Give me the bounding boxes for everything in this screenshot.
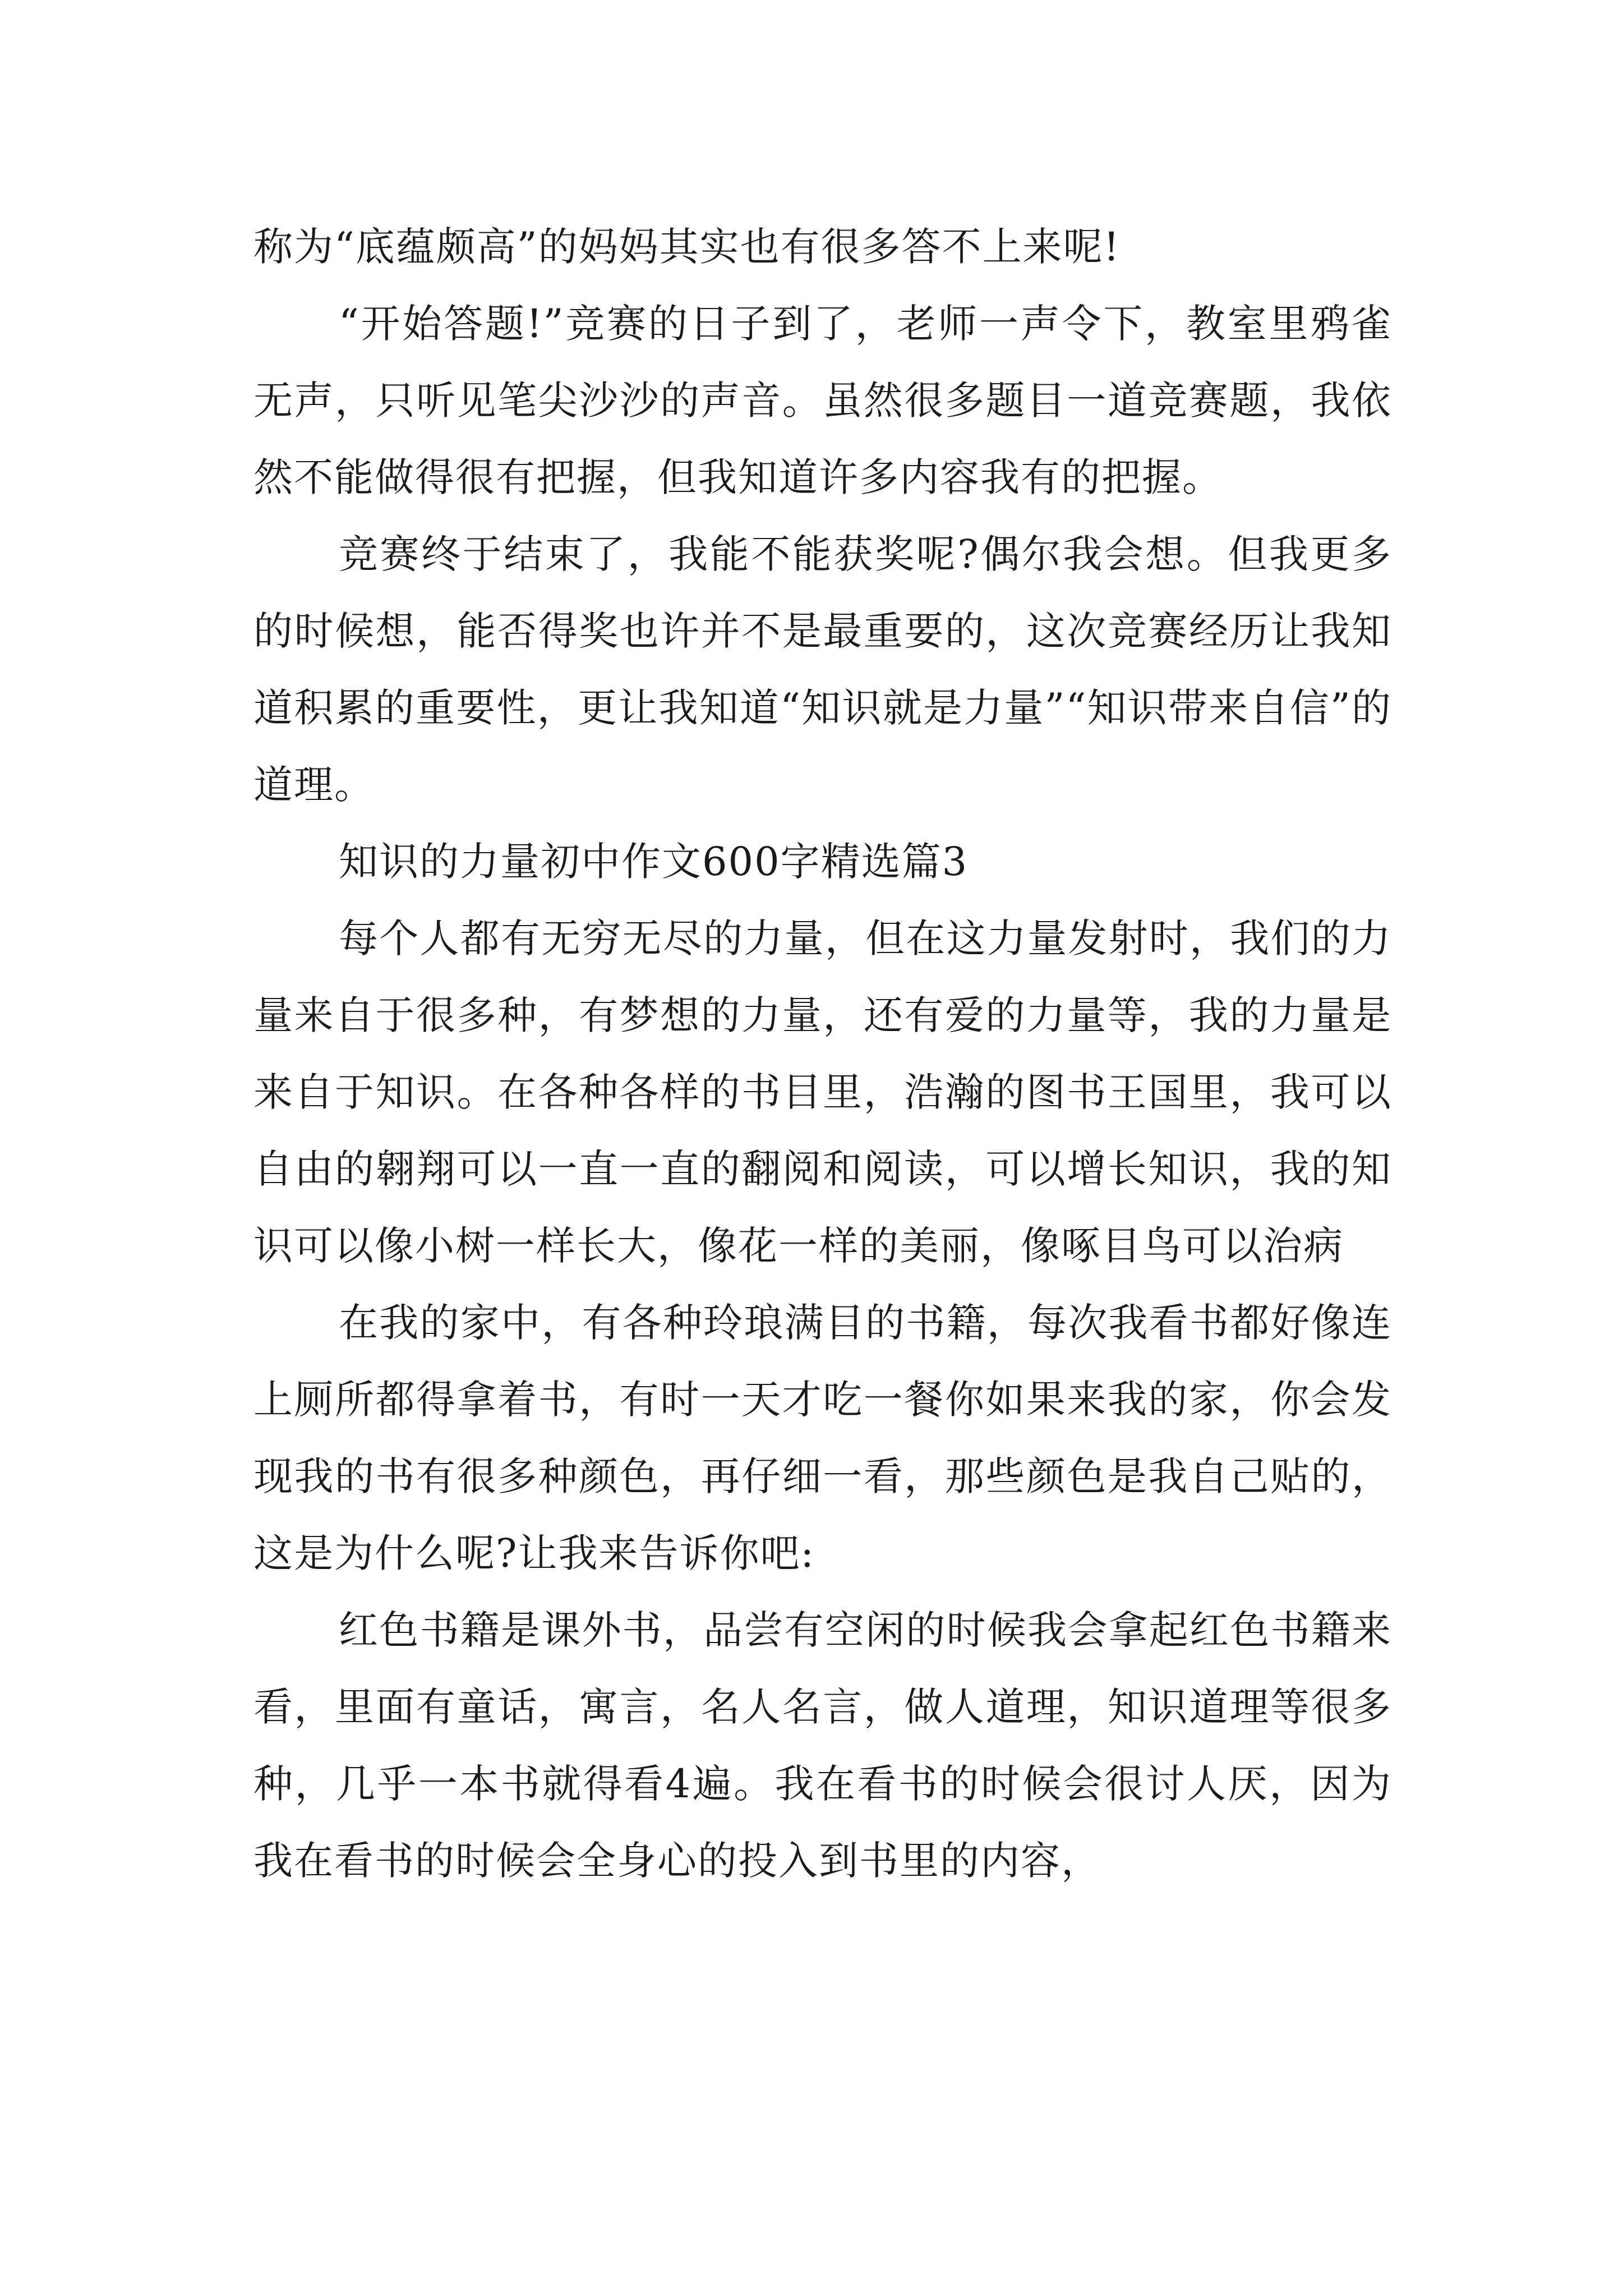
paragraph-red-books: 红色书籍是课外书，品尝有空闲的时候我会拿起红色书籍来看，里面有童话，寓言，名人名言，做人道理，知识道理等很多种，几乎一本书就得看4遍。我在看书的时候会很讨人厌，因为我在看书的时候会全身心的投入到书里的内容， <box>253 1607 1392 1884</box>
paragraph-books-at-home: 在我的家中，有各种玲琅满目的书籍，每次我看书都好像连上厕所都得拿着书，有时一天才吃一餐你如果来我的家，你会发现我的书有很多种颜色，再仔细一看，那些颜色是我自己贴的，这是为什么呢?让我来告诉你吧: <box>253 1300 1392 1576</box>
section-heading: 知识的力量初中作文600字精选篇3 <box>339 839 969 885</box>
paragraph-power-of-knowledge: 每个人都有无穷无尽的力量，但在这力量发射时，我们的力量来自于很多种，有梦想的力量，还有爱的力量等，我的力量是来自于知识。在各种各样的书目里，浩瀚的图书王国里，我可以自由的翱翔可以一直一直的翻阅和阅读，可以增长知识，我的知识可以像小树一样长大，像花一样的美丽，像啄目鸟可以治病 <box>253 915 1392 1269</box>
paragraph-continuation: 称为“底蕴颇高”的妈妈其实也有很多答不上来呢! <box>253 224 1121 270</box>
paragraph-competition-start: “开始答题!”竞赛的日子到了，老师一声令下，教室里鸦雀无声，只听见笔尖沙沙的声音。虽然很多题目一道竞赛题，我依然不能做得很有把握，但我知道许多内容我有的把握。 <box>253 301 1392 500</box>
paragraph-competition-end: 竞赛终于结束了，我能不能获奖呢?偶尔我会想。但我更多的时候想，能否得奖也许并不是最重要的，这次竞赛经历让我知道积累的重要性，更让我知道“知识就是力量”“知识带来自信”的道理。 <box>253 531 1392 808</box>
document-body <box>253 209 1392 1899</box>
